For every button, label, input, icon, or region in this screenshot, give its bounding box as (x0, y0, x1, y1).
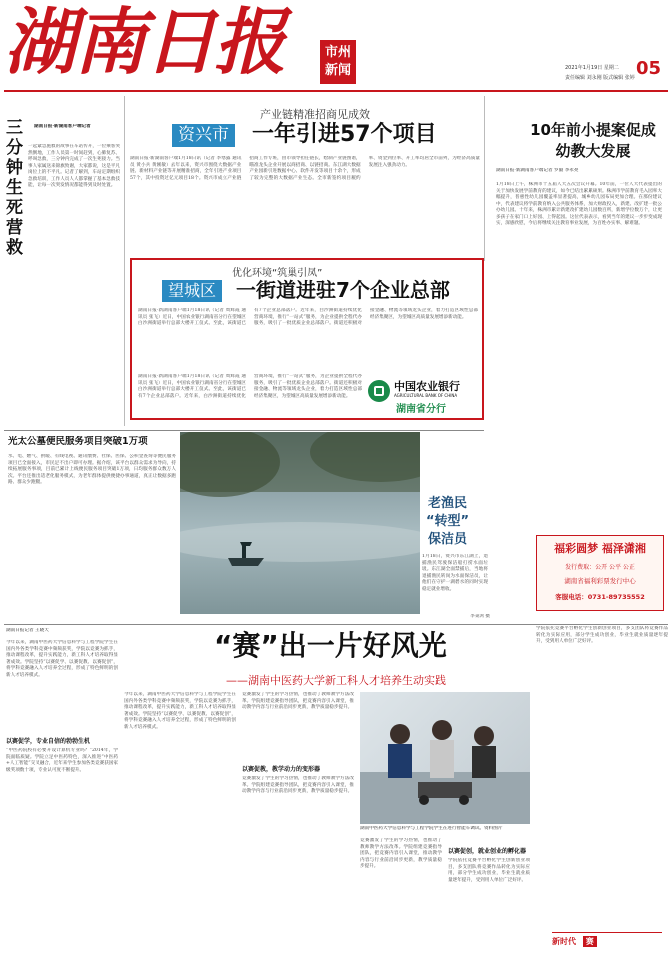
story-main (4, 626, 668, 955)
story-rescue (4, 96, 122, 426)
lottery-line3: 客服电话：0731-89735552 (555, 593, 645, 601)
story-wangcheng (130, 258, 484, 420)
fishing-headline-1: 老渔民 (428, 496, 468, 511)
footer-tag-text: 新时代 (552, 937, 576, 946)
main-photo-caption: 湖南中医药大学信息科学与工程学院学生在进行智能车调试。资料图片 (360, 826, 503, 831)
issue-date: 2021年1月19日 星期二 (565, 65, 619, 71)
wangcheng-headline: 一街道进驻7个企业总部 (236, 278, 450, 302)
footer-tag-highlight: 赛 (583, 936, 597, 947)
wangcheng-body-cont: 湖南日报·新湖南客户端1月18日讯（记者 周辉霞 通讯员 张飞）近日，中国农业银行湖南省分行在望城区白沙洲街道举行总部大楼开工仪式。至此，该街道已有7个企业总部落户。近年来，白沙洲街道持续优化营商环境，推行“一站式”服务，为企业提供全程代办服务，吸引了一批优质企业总部落户。街道还积极对接金融、物流等领域龙头企业，着力打造区域性总部经济集聚区，为望城区高质量发展增添新动能。 (138, 374, 362, 399)
abc-logo-icon (368, 380, 390, 402)
main-section3-title: 以赛促创，就业创业的孵化器 (448, 848, 527, 855)
editor-info: 责任编辑 刘永刚 版式编辑 张婷 (565, 75, 635, 81)
lottery-line2: 湖南省福利彩票发行中心 (564, 577, 636, 585)
masthead (0, 0, 672, 88)
section-tag-line2: 新闻 (324, 63, 351, 78)
lottery-line1: 发行费取：公开 公平 公正 (565, 564, 635, 571)
fishing-headline-2: “转型” (426, 514, 470, 529)
main-section1-title: 以赛促学，专业自信的勃勃生机 (6, 738, 91, 745)
lottery-title: 福彩圆梦 福泽潇湘 (554, 542, 646, 555)
main-col1-b: “中医药院校有必要开设计算机专业吗？”2014年，学院面临质疑。学院立足中医药特色，深入推进“中医药+人工智能”交叉融合，近年来学生参加各类竞赛获国家级奖项数十项，专业认可度不断提升。 (6, 748, 118, 773)
main-subheadline: ——湖南中医药大学新工科人才培养生动实践 (226, 674, 446, 687)
rescue-body: 一起紧急施救的故事在车站传开，一位乘客突然倒地，工作人员第一时间赶到，心肺复苏、呼叫急救，三分钟内完成了一次生死接力。当事人家属送来锦旗致谢，大家都说，这是平凡岗位上的不平凡。记者了解到，车站定期组织急救培训，工作人员人人都掌握了基本急救技能，让每一次突发情况都能得到及时处置。 (28, 144, 120, 188)
zixing-body: 湖南日报·新湖南客户端1月18日讯（记者 李寒露 通讯员 黄小兵 黄刚敏）去年以来，资兴市围绕大数据产业链、新材料产业链等开展精准招商，全年引进产业项目57个，其中投资过亿元项目18个。资兴市成立产业链招商工作专班，由市领导担任链长，绘制产业链图谱，瞄准龙头企业开展以商招商、以链招商。东江湖大数据产业园新引进数据中心、软件开发等项目十余个，形成了较为完整的大数据产业生态。全市新签约项目履约率、资金到位率、开工率均居全市前列，为经济高质量发展注入强劲动力。 (130, 156, 480, 181)
footer-tag (552, 932, 662, 948)
masthead-title: 湖南日报 (4, 0, 285, 84)
wangcheng-body: 湖南日报·新湖南客户端1月18日讯（记者 周辉霞 通讯员 张飞）近日，中国农业银行湖南省分行在望城区白沙洲街道举行总部大楼开工仪式。至此，该街道已有7个企业总部落户。近年来，白沙洲街道持续优化营商环境，推行“一站式”服务，为企业提供全程代办服务，吸引了一批优质企业总部落户。街道还积极对接金融、物流等领域龙头企业，着力打造区域性总部经济集聚区，为望城区高质量发展增添新动能。 (138, 308, 478, 326)
rescue-headline: 三分钟生死营救 (6, 118, 23, 258)
policy-byline: 湖南日报·新湖南客户端记者 罗毅 李永亮 (496, 168, 579, 173)
main-section2-title: 以赛促教，教学动力的变形器 (242, 766, 321, 773)
story-fishing (420, 432, 490, 622)
ad-welfare-lottery (536, 535, 664, 611)
main-col2: 今年以来，湖南中医药大学信息科学与工程学院学生在国内外各类学科竞赛中频频获奖，学院以竞赛为抓手，推动课程改革，提升实践能力，新工科人才培养取得显著成效。学院坚持“以赛促学、以赛促教、以赛促创”，将学科竞赛融入人才培养全过程，形成了特色鲜明的创新人才培养模式。 (124, 692, 236, 730)
policy-headline: 10年前小提案促成幼教大发展 (530, 121, 656, 160)
guangtai-body: 水、电、燃气、供暖、有线电视、通讯缴费、社保、医保、公积金查询等便民服务项目已全面接入，市民足不出户即可办理。据介绍，该平台以群众需求为导向，持续拓展服务事项，目前已累计上线便民服务项目突破1万项，日均服务群众数万人次。平台还推出适老化服务模式，为老年群体提供便捷办事通道，真正让数据多跑路、群众少跑腿。 (8, 454, 176, 485)
fishing-photographer: 李秉鸿 摄 (470, 614, 490, 619)
fishing-body: 1月18日，资兴市东江湖上，退捕渔民驾驶保洁船打捞水面垃圾。东江湖全面禁捕后，当地将退捕渔民转岗为水面保洁员，让他们在守护一湖碧水的同时实现稳定就业增收。 (422, 554, 488, 592)
wangcheng-district-tag: 望城区 (162, 280, 222, 302)
section-tag-line1: 市州 (324, 45, 351, 60)
wangcheng-kicker: 优化环境“筑巢引凤” (232, 268, 323, 279)
page-number: 05 (636, 58, 662, 79)
main-col3-b: 竞赛激发了学生的学习热情，也推动了教师教学方法改革。学院组建竞赛指导团队，把竞赛内容引入课堂，推动教学内容与行业前沿同步更新，教学质量稳步提升。 (242, 776, 354, 794)
story-policy (490, 96, 668, 531)
rescue-byline: 湖南日报·新湖南客户端记者 (34, 124, 91, 129)
zixing-kicker: 产业链精准招商见成效 (260, 108, 370, 121)
ad-abc (368, 376, 480, 416)
main-headline: “赛”出一片好风光 (214, 629, 447, 662)
main-photo (360, 692, 530, 824)
policy-body: 1月18日上午，株洲市十五届人大五次会议开幕。10年前，一位人大代表提出的关于加快发展学前教育的建议，如今已结出累累硕果。株洲市学前教育毛入园率大幅提升，普惠性幼儿园覆盖率显著提高，城乡幼儿园布局更加合理。在那份建议中，代表建议将学前教育纳入公共服务体系，加大财政投入，新建、改扩建一批公办幼儿园。十年来，株洲市累计新建改扩建幼儿园数百所，新增学位数万个，让更多孩子在家门口上好园、上得起园。这位代表表示，看到当年的建议一步步变成现实，深感欣慰，今后将继续关注教育事业发展，为百姓办实事、解难题。 (496, 182, 662, 226)
story-zixing (130, 100, 480, 256)
abc-name-en: AGRICULTURAL BANK OF CHINA (394, 393, 458, 398)
abc-name-cn: 中国农业银行 (394, 380, 460, 393)
section-tag (320, 40, 356, 84)
main-col4: 竞赛激发了学生的学习热情，也推动了教师教学方法改革。学院组建竞赛指导团队，把竞赛内容引入课堂，推动教学内容与行业前沿同步更新，教学质量稳步提升。 (360, 838, 442, 869)
main-byline: 湖南日报记者 王晓天 (6, 628, 49, 633)
main-col6: 学院依托竞赛平台孵化学生创新创业项目，多支团队将竞赛作品转化为实际应用，部分学生成功创业，毕业生就业质量逐年提升，受到用人单位广泛好评。 (536, 626, 668, 644)
zixing-headline: 一年引进57个项目 (252, 122, 437, 147)
lake-photo-scene (180, 432, 420, 614)
main-photo-scene (360, 692, 530, 824)
main-col3: 竞赛激发了学生的学习热情，也推动了教师教学方法改革。学院组建竞赛指导团队，把竞赛内容引入课堂，推动教学内容与行业前沿同步更新，教学质量稳步提升。 (242, 692, 354, 710)
abc-branch: 湖南省分行 (396, 404, 446, 415)
story-guangtai (4, 432, 178, 622)
lake-photo (180, 432, 420, 614)
guangtai-headline: 光太公墓便民服务项目突破1万项 (8, 436, 148, 447)
zixing-city-tag: 资兴市 (172, 124, 235, 147)
main-col1: 今年以来，湖南中医药大学信息科学与工程学院学生在国内外各类学科竞赛中频频获奖，学院以竞赛为抓手，推动课程改革，提升实践能力，新工科人才培养取得显著成效。学院坚持“以赛促学、以赛促教、以赛促创”，将学科竞赛融入人才培养全过程，形成了特色鲜明的创新人才培养模式。 (6, 640, 118, 678)
fishing-headline-3: 保洁员 (428, 532, 468, 547)
main-col5: 学院依托竞赛平台孵化学生创新创业项目，多支团队将竞赛作品转化为实际应用，部分学生成功创业，毕业生就业质量逐年提升，受到用人单位广泛好评。 (448, 858, 530, 883)
